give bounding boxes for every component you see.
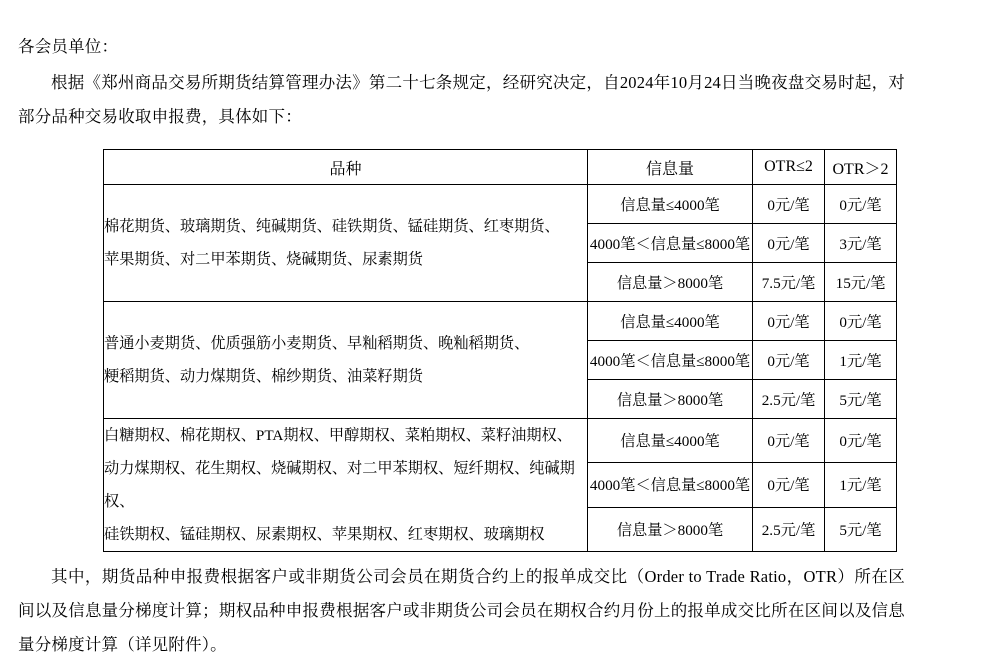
info-cell: 信息量＞8000笔: [588, 507, 753, 551]
variety-line: 白糖期权、棉花期权、PTA期权、甲醇期权、菜粕期权、菜籽油期权、: [104, 427, 572, 444]
info-cell: 信息量＞8000笔: [588, 263, 753, 302]
otr-le2-cell: 0元/笔: [753, 302, 825, 341]
variety-line: 苹果期货、对二甲苯期货、烧碱期货、尿素期货: [104, 251, 423, 268]
otr-gt2-cell: 0元/笔: [825, 302, 897, 341]
info-cell: 4000笔＜信息量≤8000笔: [588, 341, 753, 380]
info-cell: 信息量≤4000笔: [588, 419, 753, 463]
variety-line: 棉花期货、玻璃期货、纯碱期货、硅铁期货、锰硅期货、红枣期货、: [104, 218, 560, 235]
salutation-paragraph: 各会员单位：: [18, 37, 119, 56]
header-variety: 品种: [104, 150, 588, 185]
table-header: [104, 150, 897, 185]
otr-gt2-cell: 0元/笔: [825, 419, 897, 463]
fee-table: [103, 149, 897, 552]
table-row: [104, 419, 897, 463]
info-cell: 信息量≤4000笔: [588, 185, 753, 224]
variety-cell-group-2: [104, 302, 588, 419]
variety-line: 普通小麦期货、优质强筋小麦期货、早籼稻期货、晚籼稻期货、: [104, 335, 530, 352]
otr-le2-cell: 0元/笔: [753, 419, 825, 463]
otr-le2-cell: 2.5元/笔: [753, 380, 825, 419]
intro-paragraph: 根据《郑州商品交易所期货结算管理办法》第二十七条规定，经研究决定，自2024年10月24日当晚夜盘交易时起，对部分品种交易收取申报费，具体如下：: [18, 73, 905, 126]
otr-le2-cell: 0元/笔: [753, 224, 825, 263]
otr-le2-cell: 2.5元/笔: [753, 507, 825, 551]
otr-le2-cell: 0元/笔: [753, 463, 825, 507]
variety-line: 动力煤期权、花生期权、烧碱期权、对二甲苯期权、短纤期权、纯碱期权、: [104, 460, 575, 510]
otr-gt2-cell: 1元/笔: [825, 463, 897, 507]
otr-gt2-cell: 5元/笔: [825, 507, 897, 551]
closing-paragraph: 其中，期货品种申报费根据客户或非期货公司会员在期货合约上的报单成交比（Order to Trade Ratio，OTR）所在区间以及信息量分梯度计算；期权品种申报费根据客户或非期货公司会员在期权合约月份上的报单成交比所在区间以及信息量分梯度计算（详见附件）。: [18, 567, 905, 654]
otr-gt2-cell: 5元/笔: [825, 380, 897, 419]
otr-gt2-cell: 3元/笔: [825, 224, 897, 263]
header-otr-gt2: OTR＞2: [825, 150, 897, 185]
table-header-row: [104, 150, 897, 185]
variety-line: 硅铁期权、锰硅期权、尿素期权、苹果期权、红枣期权、玻璃期权: [104, 526, 545, 543]
variety-cell-group-3: [104, 419, 588, 552]
info-cell: 信息量＞8000笔: [588, 380, 753, 419]
table-row: [104, 185, 897, 224]
variety-cell-group-1: [104, 185, 588, 302]
info-cell: 4000笔＜信息量≤8000笔: [588, 224, 753, 263]
otr-gt2-cell: 0元/笔: [825, 185, 897, 224]
info-cell: 信息量≤4000笔: [588, 302, 753, 341]
variety-line: 粳稻期货、动力煤期货、棉纱期货、油菜籽期货: [104, 368, 423, 385]
otr-le2-cell: 7.5元/笔: [753, 263, 825, 302]
header-otr-le2: OTR≤2: [753, 150, 825, 185]
otr-le2-cell: 0元/笔: [753, 341, 825, 380]
otr-gt2-cell: 1元/笔: [825, 341, 897, 380]
table-body: [104, 185, 897, 552]
otr-gt2-cell: 15元/笔: [825, 263, 897, 302]
otr-le2-cell: 0元/笔: [753, 185, 825, 224]
info-cell: 4000笔＜信息量≤8000笔: [588, 463, 753, 507]
header-info-volume: 信息量: [588, 150, 753, 185]
table-row: [104, 302, 897, 341]
